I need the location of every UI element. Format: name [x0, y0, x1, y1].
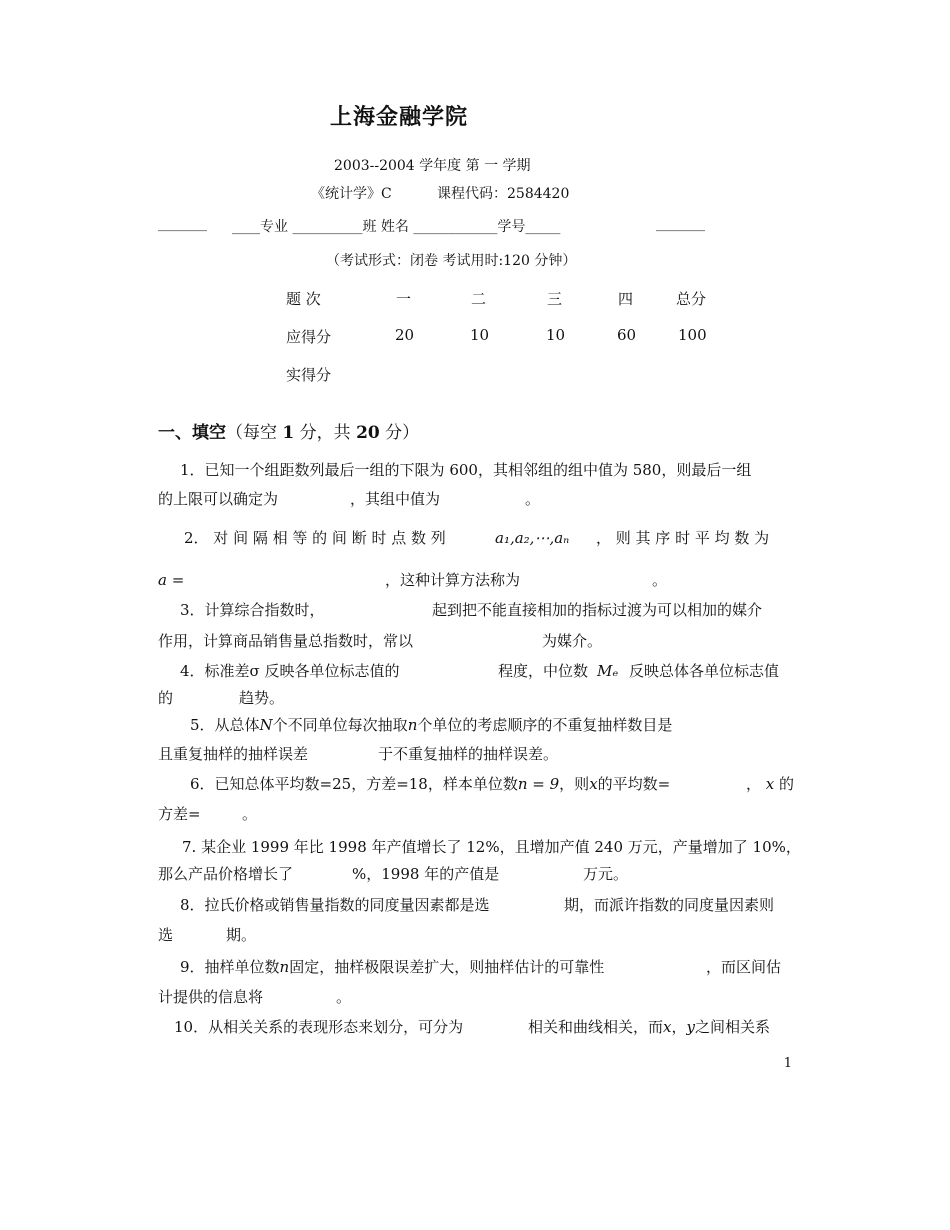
- q5-line2b: 于不重复抽样的抽样误差。: [378, 745, 559, 763]
- col-header-2: 二: [471, 290, 487, 308]
- q6-line2a: 方差=: [158, 805, 201, 823]
- fill-blank-c: _______: [656, 216, 705, 232]
- q2-a-equals: a =: [158, 571, 185, 589]
- q6-comma: ，: [746, 775, 762, 793]
- q10-part-b: 相关和曲线相关，而: [528, 1018, 664, 1036]
- student-info-line: ____专业 __________班 姓名 ____________学号_____: [232, 219, 561, 235]
- q10-line1b: [528, 1014, 770, 1040]
- q2-line1c: ， 则 其 序 时 平 均 数 为: [596, 529, 770, 547]
- q6-var-x: x: [589, 775, 598, 793]
- q9-line2b: 。: [336, 988, 352, 1006]
- q3-line1a: 3．计算综合指数时，: [180, 601, 325, 619]
- points-1: 20: [395, 326, 415, 344]
- q5-part-a: 5．从总体: [190, 716, 260, 734]
- q9-line1-tail: ，而区间估: [706, 958, 782, 976]
- exam-form: （考试形式：闭卷 考试用时:120 分钟）: [326, 253, 577, 269]
- q7-line2b: %，1998 年的产值是: [352, 865, 500, 883]
- section-title-main: 一、填空: [158, 423, 226, 443]
- q8-line2b: 期。: [226, 926, 257, 944]
- q1-line2c: 。: [525, 490, 541, 508]
- q9-var-n: n: [279, 958, 290, 976]
- q6-var-x2: x: [765, 775, 775, 793]
- q6-part-c: ，则: [559, 775, 590, 793]
- section-title-paren: （每空: [226, 423, 283, 443]
- col-header-3: 三: [547, 290, 563, 308]
- col-header-total: 总分: [676, 290, 707, 308]
- q5-line2a: 且重复抽样的抽样误差: [158, 745, 309, 763]
- q5-var-N: N: [259, 716, 273, 734]
- q3-line2a: 作用，计算商品销售量总指数时，常以: [158, 632, 414, 650]
- q4-line1a: 4．标准差σ 反映各单位标志值的: [180, 662, 400, 680]
- section-title-per-blank: 1: [282, 423, 295, 443]
- q4-line1d: 反映总体各单位标志值: [629, 662, 780, 680]
- term-line: 2003--2004 学年度 第 一 学期: [334, 158, 531, 174]
- q1-line2a: 的上限可以确定为: [158, 490, 279, 508]
- q10-var-x: x: [663, 1018, 672, 1036]
- q7-line2a: 那么产品价格增长了: [158, 865, 294, 883]
- q7-line1: 7. 某企业 1999 年比 1998 年产值增长了 12%，且增加产值 240 万元，产量增加了 10%，: [182, 838, 801, 856]
- q6-line1: [190, 771, 670, 797]
- q2-line2b: ，这种计算方法称为: [385, 571, 521, 589]
- q9-line2a: 计提供的信息将: [158, 988, 264, 1006]
- q1-line1: 1．已知一个组距数列最后一组的下限为 600，其相邻组的组中值为 580，则最后一组: [180, 461, 752, 479]
- course-name: 《统计学》C: [311, 186, 392, 202]
- q2-line1a: 2． 对 间 隔 相 等 的 间 断 时 点 数 列: [184, 529, 446, 547]
- q3-line1b: 起到把不能直接相加的指标过渡为可以相加的媒介: [432, 601, 763, 619]
- q10-part-d: ，: [671, 1018, 687, 1036]
- q1-line2b: ，其组中值为: [350, 490, 441, 508]
- q3-line2b: 为媒介。: [542, 632, 603, 650]
- q6-n-equals: n = 9: [517, 775, 560, 793]
- q6-line1-tail: [746, 771, 794, 797]
- fill-blank-a: _______: [158, 216, 207, 232]
- q8-line2a: 选: [158, 926, 174, 944]
- points-total: 100: [678, 326, 707, 344]
- section-1-title: [158, 418, 419, 443]
- course-code: 课程代码：2584420: [437, 186, 570, 202]
- q8-line1a: 8．拉氏价格或销售量指数的同度量因素都是选: [180, 896, 490, 914]
- q6-part-e: 的平均数=: [597, 775, 671, 793]
- q2-line2c: 。: [652, 571, 668, 589]
- q9-line1: [180, 954, 604, 980]
- school-name: 上海金融学院: [330, 104, 469, 130]
- q6-part-a: 6．已知总体平均数=25，方差=18，样本单位数: [190, 775, 518, 793]
- q5-part-c: 个不同单位每次抽取: [272, 716, 408, 734]
- section-title-mid: 分，共: [294, 423, 357, 443]
- row-label-points: 应得分: [286, 328, 332, 346]
- row-label-question: 题 次: [286, 290, 321, 308]
- q10-line1a: 10．从相关关系的表现形态来划分，可分为: [174, 1018, 464, 1036]
- section-title-total: 20: [356, 423, 380, 443]
- q4-median: Mₑ: [597, 662, 619, 680]
- q6-line2b: 。: [242, 805, 258, 823]
- col-header-4: 四: [618, 290, 634, 308]
- section-title-end: 分）: [379, 423, 420, 443]
- q8-line1b: 期，而派许指数的同度量因素则: [564, 896, 775, 914]
- q2-series: a₁,a₂,⋯,aₙ: [495, 529, 570, 547]
- q9-part-c: 固定，抽样极限误差扩大，则抽样估计的可靠性: [289, 958, 605, 976]
- points-2: 10: [470, 326, 490, 344]
- points-4: 60: [617, 326, 637, 344]
- col-header-1: 一: [396, 290, 412, 308]
- q6-de: 的: [779, 775, 795, 793]
- q7-line2c: 万元。: [583, 865, 629, 883]
- q5-part-e: 个单位的考虑顺序的不重复抽样数目是: [417, 716, 673, 734]
- row-label-earned: 实得分: [286, 366, 332, 384]
- points-3: 10: [546, 326, 566, 344]
- q10-var-y: y: [686, 1018, 695, 1036]
- q10-part-f: 之间相关系: [694, 1018, 770, 1036]
- q5-var-n: n: [407, 716, 418, 734]
- q9-part-a: 9．抽样单位数: [180, 958, 280, 976]
- page-number: 1: [783, 1056, 792, 1071]
- q4-line2b: 趋势。: [239, 689, 285, 707]
- q4-line1b: 程度，中位数: [498, 662, 589, 680]
- q4-line2a: 的: [158, 689, 174, 707]
- q5-line1: [190, 712, 672, 738]
